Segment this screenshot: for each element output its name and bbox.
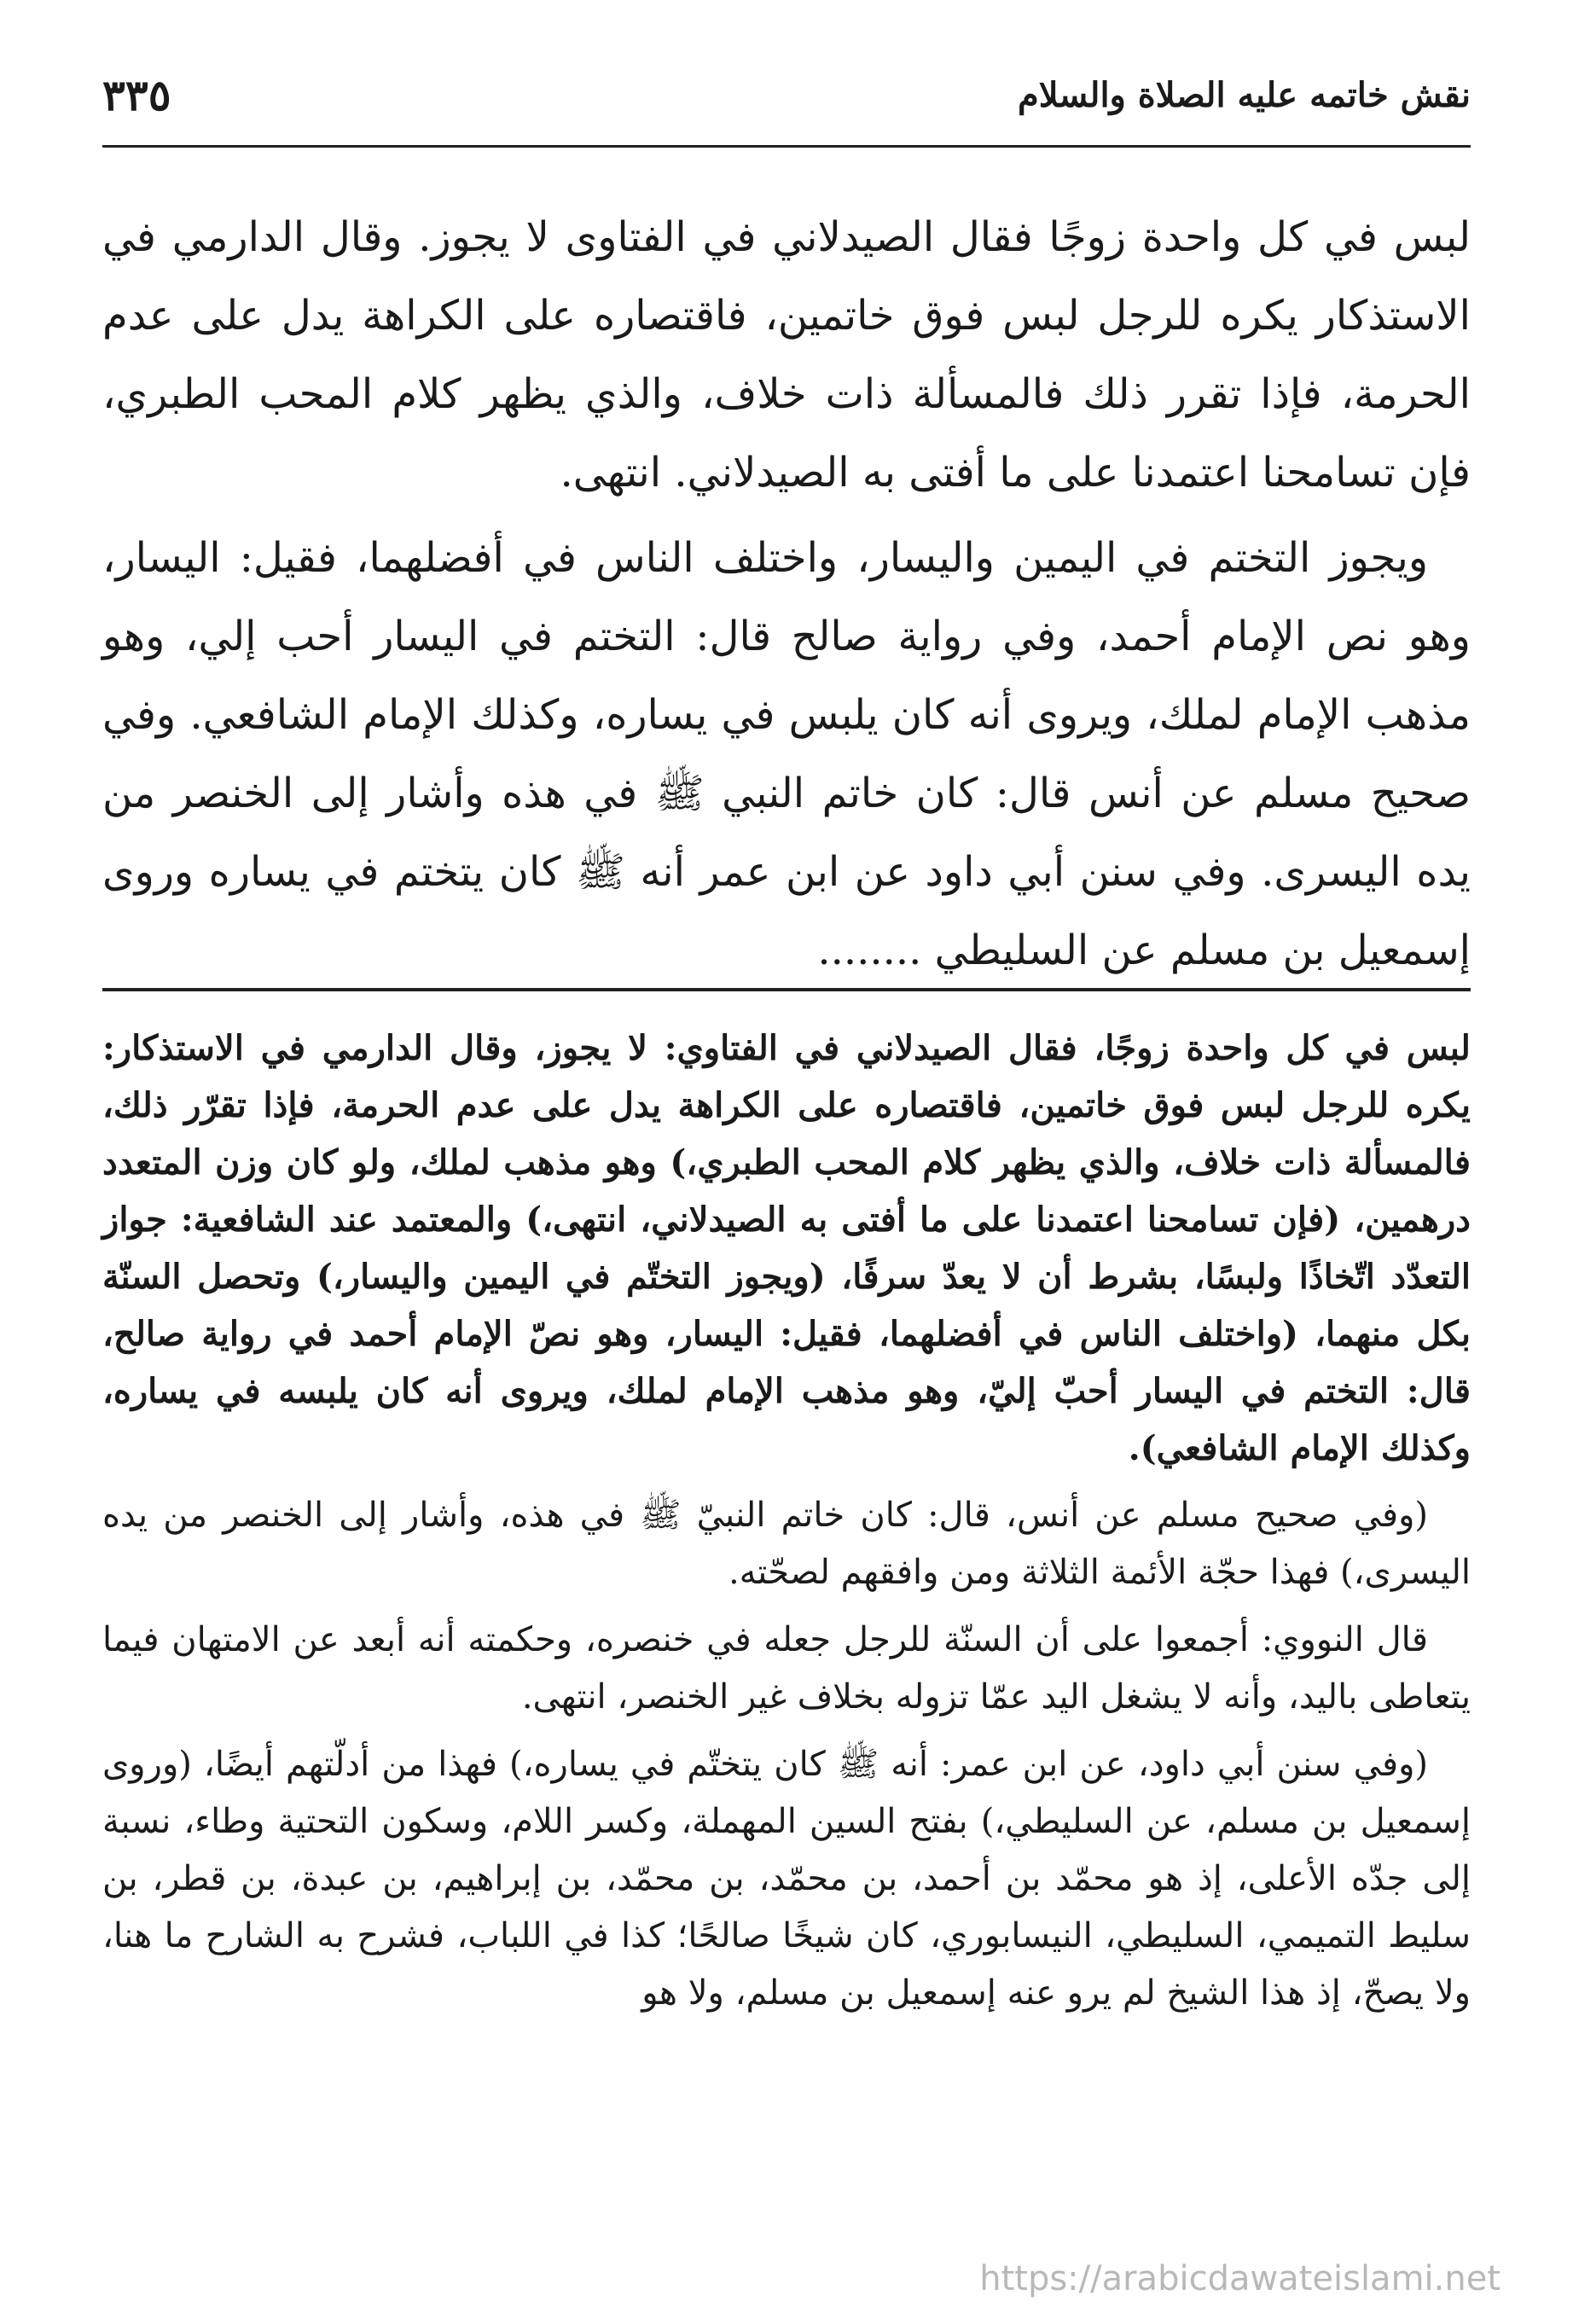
commentary-paragraph: (وفي سنن أبي داود، عن ابن عمر: أنه ﷺ كان يتختّم في يساره،) فهذا من أدلّتهم أيضًا، (وروى إسمعيل بن مسلم، عن السليطي،) بفتح السين المهملة، وكسر اللام، وسكون التحتية وطاء، نسبة إلى جدّه الأعلى، إذ هو محمّد بن أحمد، بن محمّد، بن محمّد، بن إبراهيم، بن عبدة، بن قطر، بن سليط التميمي، السليطي، النيسابوري، كان شيخًا صالحًا؛ كذا في اللباب، فشرح به الشارح ما هنا، ولا يصحّ، إذ هذا الشيخ لم يرو عنه إسمعيل بن مسلم، ولا هو <box>102 1745 1471 2013</box>
commentary-paragraph: (وفي صحيح مسلم عن أنس، قال: كان خاتم النبيّ ﷺ في هذه، وأشار إلى الخنصر من يده اليسرى،) فهذا حجّة الأئمة الثلاثة ومن وافقهم لصحّته. <box>102 1496 1471 1592</box>
main-text-paragraph: ويجوز التختم في اليمين واليسار، واختلف الناس في أفضلهما، فقيل: اليسار، وهو نص الإمام أحمد، وفي رواية صالح قال: التختم في اليسار أحب إلي، وهو مذهب الإمام لملك، ويروى أنه كان يلبس في يساره، وكذلك الإمام الشافعي. وفي صحيح مسلم عن أنس قال: كان خاتم النبي ﷺ في هذه وأشار إلى الخنصر من يده اليسرى. وفي سنن أبي داود عن ابن عمر أنه ﷺ كان يتختم في يساره وروى إسمعيل بن مسلم عن السليطي ........ <box>102 534 1471 974</box>
commentary-text <box>102 1020 1471 2022</box>
commentary-paragraph: لبس في كل واحدة زوجًا، فقال الصيدلاني في الفتاوي: لا يجوز، وقال الدارمي في الاستذكار: يكره للرجل لبس فوق خاتمين، فاقتصاره على الكراهة يدل على عدم الحرمة، فإذا تقرّر ذلك، فالمسألة ذات خلاف، والذي يظهر كلام المحب الطبري،) وهو مذهب لملك، ولو كان وزن المتعدد درهمين، (فإن تسامحنا اعتمدنا على ما أفتى به الصيدلاني، انتهى،) والمعتمد عند الشافعية: جواز التعدّد اتّخاذًا ولبسًا، بشرط أن لا يعدّ سرفًا، (ويجوز التختّم في اليمين واليسار،) وتحصل السنّة بكل منهما، (واختلف الناس في أفضلهما، فقيل: اليسار، وهو نصّ الإمام أحمد في رواية صالح، قال: التختم في اليسار أحبّ إليّ، وهو مذهب الإمام لملك، ويروى أنه كان يلبسه في يساره، وكذلك الإمام الشافعي). <box>102 1028 1471 1468</box>
header-divider <box>102 145 1471 148</box>
commentary-divider <box>102 988 1471 991</box>
watermark-url: https://arabicdawateislami.net <box>979 2259 1500 2298</box>
main-text <box>102 198 1471 990</box>
running-title: نقش خاتمه عليه الصلاة والسلام <box>1017 75 1471 115</box>
page-header <box>102 70 1471 135</box>
commentary-paragraph: قال النووي: أجمعوا على أن السنّة للرجل جعله في خنصره، وحكمته أنه أبعد عن الامتهان فيما يتعاطى باليد، وأنه لا يشغل اليد عمّا تزوله بخلاف غير الخنصر، انتهى. <box>102 1620 1471 1717</box>
page-number: ٣٣٥ <box>102 70 171 120</box>
main-text-paragraph: لبس في كل واحدة زوجًا فقال الصيدلاني في الفتاوى لا يجوز. وقال الدارمي في الاستذكار يكره للرجل لبس فوق خاتمين، فاقتصاره على الكراهة يدل على عدم الحرمة، فإذا تقرر ذلك فالمسألة ذات خلاف، والذي يظهر كلام المحب الطبري، فإن تسامحنا اعتمدنا على ما أفتى به الصيدلاني. انتهى. <box>102 213 1471 497</box>
